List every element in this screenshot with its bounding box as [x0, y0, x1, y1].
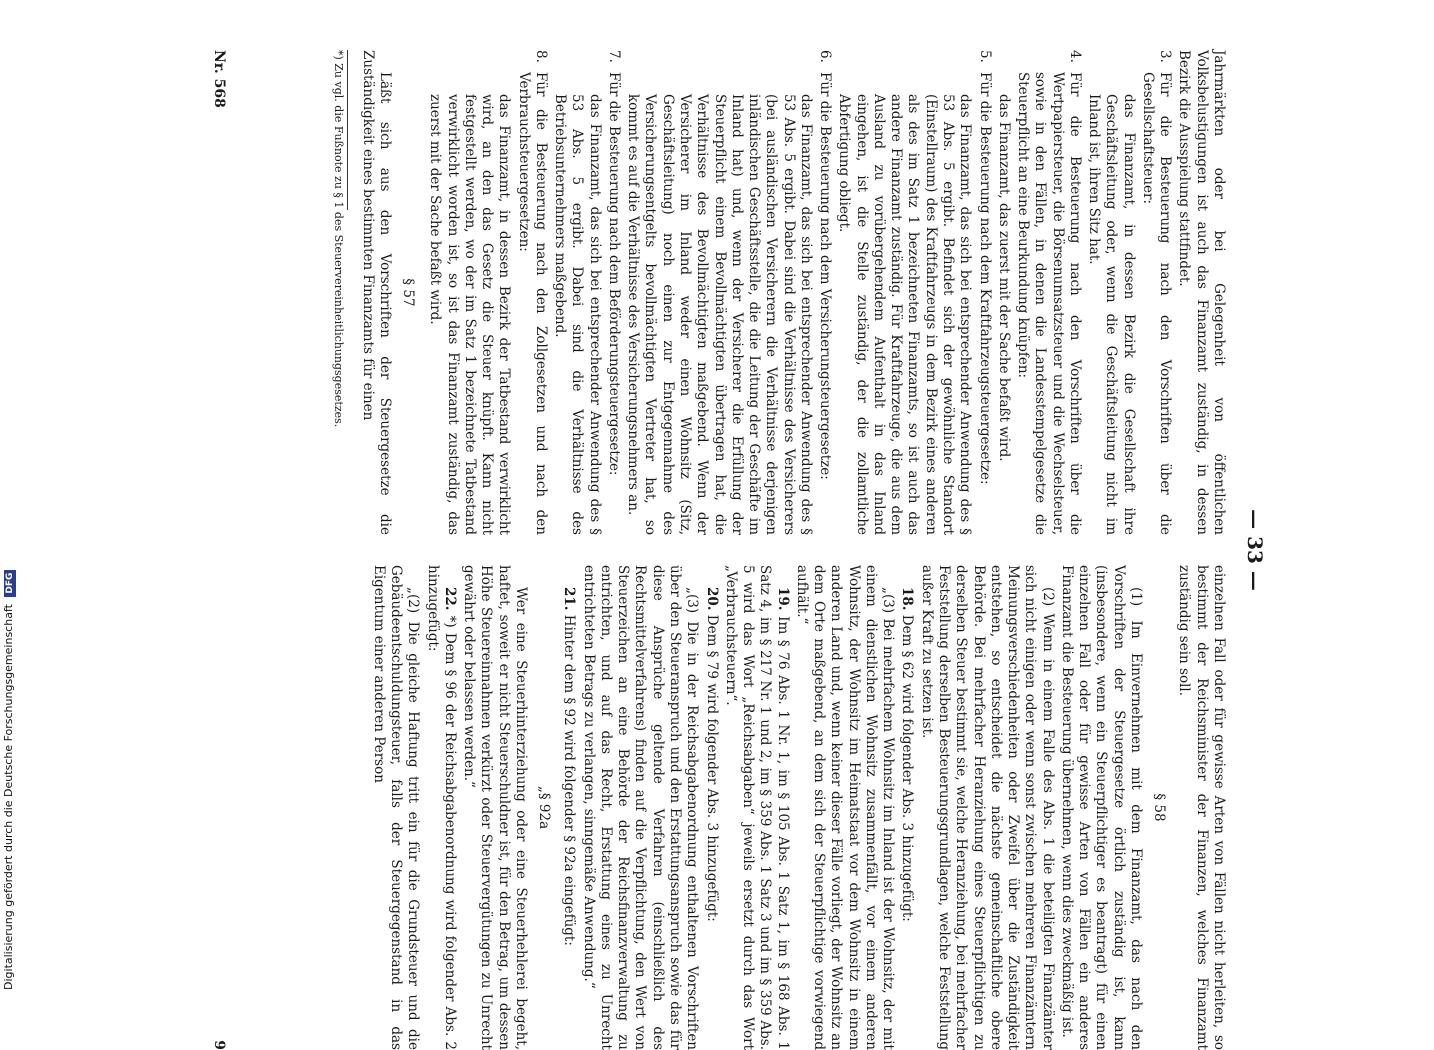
item-subtext: das Finanzamt, das sich bei entsprechender Anwendung des § 53 Abs. 5 ergibt. Dabei sind die Verhältnisse des Versicherers (bei ausländischen Versicherern die Verhältnisse derjenigen inländischen Geschäftsstelle, die die Leitung der Geschäfte im Inland hat) und, wenn der Versicherer die Erfüllung der Steuerpflicht einem Bevollmächtigten übertragen hat, die Verhältnisse des Bevollmächtigten maßgebend. Wenn der Versicherer im Inland weder einen Wohnsitz (Sitz, Geschäftsleitung) noch einen zur Entgegennahme des Versicherungsentgelts bevollmächtigten Vertreter hat, so kommt es auf die Verhältnisse des Versicherungsnehmers an. — [625, 94, 814, 535]
item-text: Für die Besteuerung nach dem Beförderungsteuergesetze: — [605, 72, 622, 476]
numbered-item — [549, 50, 622, 535]
issue-number: Nr. 568 — [211, 50, 227, 108]
item-subtext: das Finanzamt, das zuerst mit der Sache befaßt wird. — [995, 94, 1012, 462]
item-body — [993, 72, 1083, 535]
item-number: 5. — [976, 50, 993, 63]
digitization-credit: Digitalisierung gefördert durch die Deutsche Forschungsgemeinschaft — [2, 604, 15, 990]
item-number: 4. — [1066, 50, 1083, 63]
amendment-text: Im § 76 Abs. 1 Nr. 1, im § 105 Abs. 1 Satz 1, im § 168 Abs. 1 Satz 4, im § 217 Nr. 1 und 2, im § 359 Abs. 1 Satz 3 und im § 359 Abs. 5 wird das Wort „Reichsabgaben“ jeweils ersetzt durch das Wort „Verbrauchsteuern“. — [722, 565, 791, 1050]
numbered-item — [993, 50, 1083, 535]
right-intro: einzelnen Fall oder für gewisse Arten von Fällen nicht herleiten, so bestimmt der Reichsminister der Finanzen, welches Finanzamt zuständig sein soll. — [1176, 565, 1227, 1050]
left-column — [329, 50, 1227, 535]
amendment-number: 19. — [774, 587, 791, 611]
amendment-number: 18. — [899, 587, 916, 611]
amendment-22-quote: „(2) Die gleiche Haftung tritt ein für die Grundsteuer und die Gebäudeentschuldungsteuer, falls der Steuergegenstand in das Eigentum einer anderen Person — [370, 565, 422, 1050]
numbered-item — [1083, 50, 1173, 535]
item-number: 8. — [532, 50, 549, 63]
item-body — [424, 72, 549, 535]
item-number: 3. — [1157, 50, 1174, 63]
section-58-para-1: (1) Im Einvernehmen mit dem Finanzamt, das nach den Vorschriften der Steuergesetze örtlich zuständig ist, kann (insbesondere, wenn ein Steuerpflichtiger es beantragt) für einen einzelnen Fall oder für gewisse Arten von Fällen ein anderes Finanzamt die Besteuerung übernehmen, wenn dies zweckmäßig ist. — [1058, 565, 1144, 1050]
amendment-quote: „(3) Die in der Reichsabgabenordnung enthaltenen Vorschriften über den Steueranspruch und den Erstattungsanspruch sowie das für diese Ansprüche geltende Verfahren (einschließlich des Rechtsmittelverfahrens) finden auf die Verpflichtung, den Wert von Steuerzeichen an eine Behörde der Reichsfinanzverwaltung zu entrichten, und auf das Recht, Erstattung eines zu Unrecht entrichteten Betrags zu verlangen, sinngemäße Anwendung.“ — [580, 565, 701, 1050]
page-number: — 33 — — [1243, 509, 1267, 591]
numbered-item — [622, 50, 833, 535]
section-57-heading: § 57 — [400, 278, 417, 307]
right-column — [368, 565, 1227, 1050]
amendment-item — [722, 565, 791, 1050]
amendment-number: 20. — [703, 587, 720, 611]
amendment-22-text: *) Dem § 96 der Reichsabgabenordnung wird folgender Abs. 2 hinzugefügt: — [424, 565, 458, 1050]
amendment-text: Dem § 62 wird folgender Abs. 3 hinzugefügt: — [899, 614, 916, 922]
section-92a-text: Wer eine Steuerhinterziehung oder eine Steuerhehlerei begeht, haftet, soweit er nicht Steuerschuldner ist, für den Betrag, um dessen Höhe Steuereinnahmen verkürzt oder Steuervergütungen zu Unrecht gewährt oder belassen werden.“ — [461, 565, 529, 1050]
footnote-rule — [347, 50, 348, 210]
item-text: Für die Besteuerung nach dem Versicherungsteuergesetze: — [817, 72, 834, 480]
amendment-item — [898, 565, 915, 1050]
footnote: *) Zu vgl. die Fußnote zu § 1 des Steuervereinheitlichungsgesetzes. — [332, 50, 346, 428]
item-subtext: das Finanzamt, das sich bei entsprechender Anwendung des § 53 Abs. 5 ergibt. Dabei sind die Verhältnisse des Betriebsunternehmers maßgebend. — [552, 94, 603, 535]
section-58-para-2: (2) Wenn in einem Falle des Abs. 1 die beteiligten Finanzämter sich nicht einigen oder wenn sonst zwischen mehreren Finanzämtern Meinungsverschiedenheiten oder Zweifel über die Zuständigkeit entstehen, so entscheidet die nächste gemeinschaftliche obere Behörde. Bei mehrfacher Heranziehung eines Steuerpflichtigen zu derselben Steuer bestimmt sie, welche Heranziehung, bei mehrfacher Feststellung derselben Besteuerungsgrundlagen, welche Feststellung außer Kraft zu setzen ist. — [918, 565, 1056, 1050]
amendment-quote: „(3) Bei mehrfachem Wohnsitz im Inland ist der Wohnsitz, der mit einem dienstlichen Wohnsitz zusammenfällt, vor einem anderen Wohnsitz, der Wohnsitz im Heimatstaat vor dem Wohnsitz in einem anderen Land und, wenn keiner dieser Fälle vorliegt, der Wohnsitz an dem Orte maßgebend, an dem sich der Steuerpflichtige vorwiegend aufhält.“ — [793, 565, 897, 1050]
numbered-item — [424, 50, 549, 535]
item-text: Für die Besteuerung nach den Vorschriften über die Wertpapiersteuer, die Börsenumsatzsteuer und die Wechselsteuer, sowie in den Fällen, in denen die Landesstempelgesetze die Steuerpflicht an eine Beurkundung knüpfen: — [1015, 72, 1083, 535]
item-text: Für die Besteuerung nach dem Kraftfahrzeugsteuergesetze: — [976, 72, 993, 485]
amendment-item — [702, 565, 719, 1050]
amendment-text: Dem § 79 wird folgender Abs. 3 hinzugefügt: — [703, 614, 720, 922]
item-number: 6. — [817, 50, 834, 63]
item-subtext: das Finanzamt, in dessen Bezirk die Gesellschaft ihre Geschäftsleitung oder, wenn die Geschäftsleitung nicht im Inland ist, ihren Sitz hat. — [1086, 94, 1137, 535]
left-items-list — [424, 50, 1173, 535]
side-credit-strip — [0, 0, 22, 1000]
item-body — [833, 72, 992, 535]
item-subtext: das Finanzamt, das sich bei entsprechender Anwendung des § 53 Abs. 5 ergibt. Befindet sich der gewöhnliche Standort (Einstellraum) des Kraftfahrzeugs in dem Bezirk eines anderen als des im Satz 1 bezeichneten Finanzamts, so ist auch das andere Finanzamt zuständig. Für Kraftfahrzeuge, die aus dem Ausland zu vorübergehendem Aufenthalt in das Inland eingehen, ist die Stelle zuständig, der die zollamtliche Abfertigung obliegt. — [836, 94, 974, 535]
item-body — [1083, 72, 1173, 535]
item-subtext: das Finanzamt, in dessen Bezirk der Tatbestand verwirklicht wird, an den das Gesetz die Steuer knüpft. Kann nicht festgestellt werden, wo der im Satz 1 bezeichnete Tatbestand verwirklicht worden ist, so ist das Finanzamt zuständig, das zuerst mit der Sache befaßt wird. — [427, 94, 513, 535]
amendments-list — [560, 565, 915, 1050]
amendment-22 — [423, 565, 458, 1050]
section-92a-heading: „§ 92a — [536, 785, 553, 830]
dfg-logo: DFG — [4, 570, 16, 597]
item-text: Für die Besteuerung nach den Zollgesetzen und nach den Verbrauchsteuergesetzen: — [515, 72, 549, 535]
item-number: 7. — [605, 50, 622, 63]
amendment-22-number: 22. — [441, 587, 458, 611]
amendment-text: Hinter dem § 92 wird folgender § 92a eingefügt: — [561, 614, 578, 946]
item-text: Für die Besteuerung nach den Vorschriften über die Gesellschaftsteuer: — [1139, 72, 1174, 535]
section-57-text: Läßt sich aus den Vorschriften der Steuergesetze die Zuständigkeit eines bestimmten Finanzamts für einen — [359, 50, 393, 535]
section-58-heading: § 58 — [1151, 793, 1168, 822]
left-intro: Jahrmärkten oder bei Gelegenheit von öffentlichen Volksbelustigungen ist auch das Finanzamt zuständig, in dessen Bezirk die Ausspielung stattfindet. — [1176, 50, 1227, 535]
numbered-item — [833, 50, 992, 535]
amendment-number: 21. — [561, 587, 578, 611]
document-page — [167, 50, 1267, 1050]
sheet-number: 9 — [211, 1040, 227, 1050]
amendment-item — [560, 565, 577, 1050]
item-body — [549, 72, 622, 535]
item-body — [622, 72, 833, 535]
